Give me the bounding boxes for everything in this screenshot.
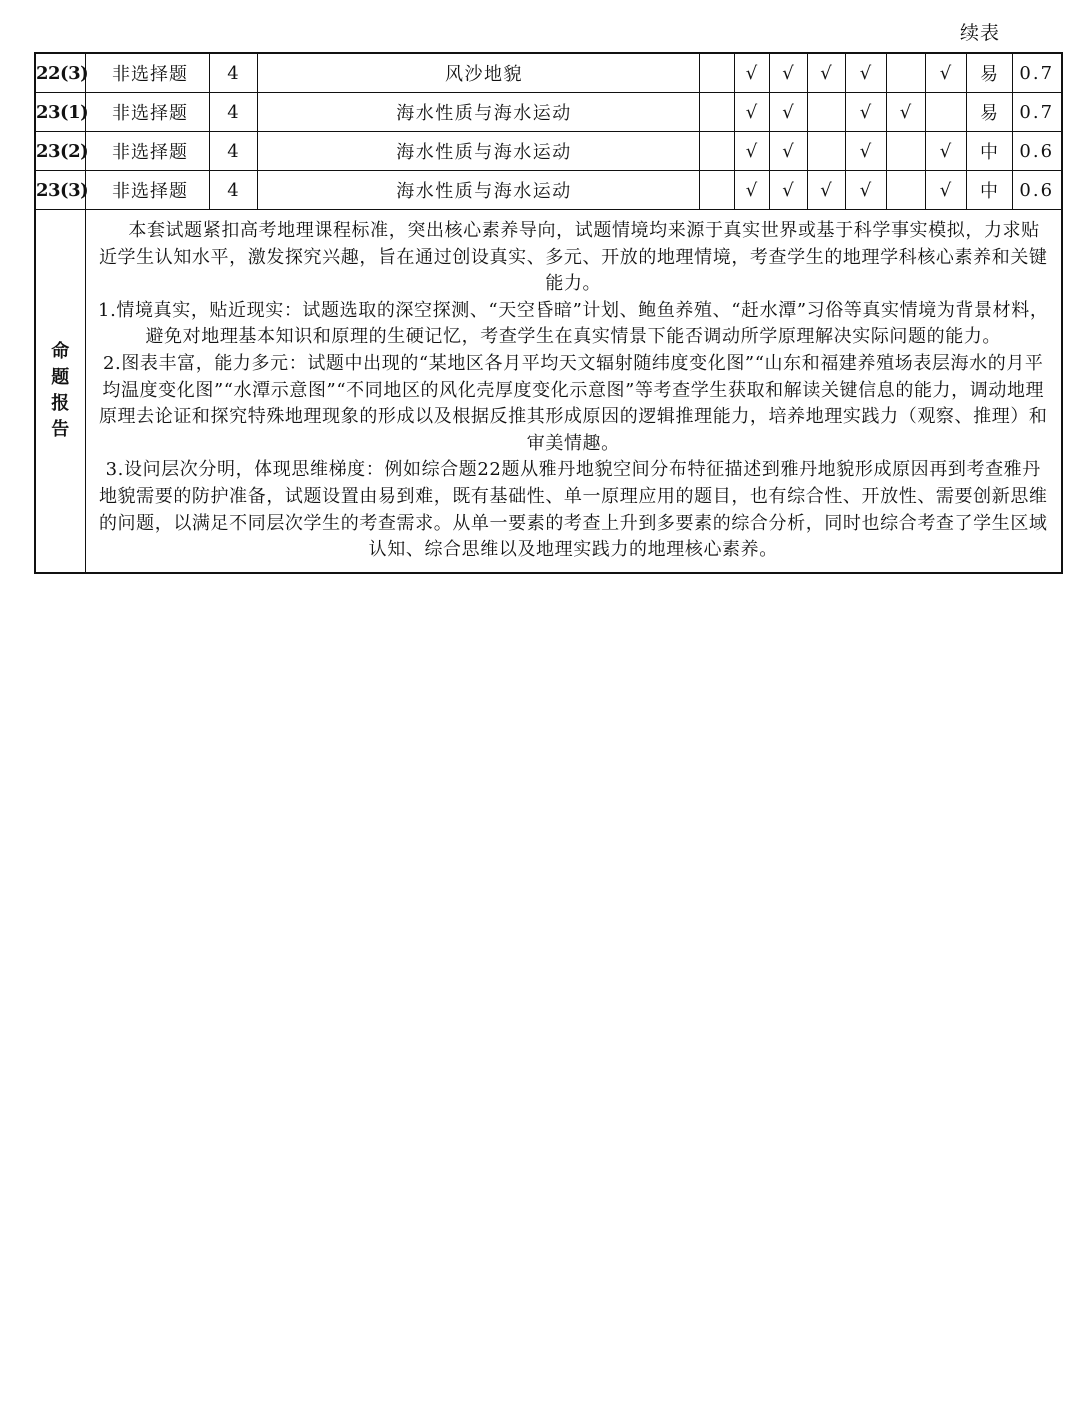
question-score: 4 [209,93,257,132]
check-cell: √ [769,93,807,132]
check-cell [886,171,925,210]
difficulty-ratio: 0.7 [1012,53,1062,93]
report-label [35,210,85,573]
report-label-char: 告 [51,418,70,440]
question-type: 非选择题 [85,93,209,132]
question-score: 4 [209,53,257,93]
check-cell: √ [845,53,886,93]
question-type: 非选择题 [85,132,209,171]
report-label-char: 报 [51,392,70,414]
report-label-char: 命 [51,340,70,362]
check-cell: √ [925,171,966,210]
question-type: 非选择题 [85,171,209,210]
check-cell: √ [845,171,886,210]
question-number: 23(2) [35,132,85,171]
difficulty: 中 [966,171,1012,210]
question-topic: 风沙地貌 [257,53,699,93]
check-cell: √ [925,132,966,171]
table-body [35,53,1062,210]
report-point-3: 3.设问层次分明，体现思维梯度：例如综合题22题从雅丹地貌空间分布特征描述到雅丹地貌形成原因再到考查雅丹地貌需要的防护准备，试题设置由易到难，既有基础性、单一原理应用的题目，也有综合性、开放性、需要创新思维的问题，以满足不同层次学生的考查需求。从单一要素的考查上升到多要素的综合分析，同时也综合考查了学生区域认知、综合思维以及地理实践力的地理核心素养。 [98,459,1048,561]
check-cell [807,93,845,132]
report-point-2: 2.图表丰富，能力多元：试题中出现的“某地区各月平均天文辐射随纬度变化图”“山东和福建养殖场表层海水的月平均温度变化图”“水潭示意图”“不同地区的风化壳厚度变化示意图”等考查学生获取和解读关键信息的能力，调动地理原理去论证和探究特殊地理现象的形成以及根据反推其形成原因的逻辑推理能力，培养地理实践力（观察、推理）和审美情趣。 [98,352,1048,454]
check-cell: √ [845,93,886,132]
check-cell: √ [807,53,845,93]
check-cell [925,93,966,132]
question-topic: 海水性质与海水运动 [257,93,699,132]
question-score: 4 [209,171,257,210]
difficulty: 易 [966,53,1012,93]
difficulty-ratio: 0.7 [1012,93,1062,132]
question-analysis-table [34,52,1063,574]
check-cell [807,132,845,171]
difficulty: 中 [966,132,1012,171]
check-cell: √ [845,132,886,171]
question-number: 23(3) [35,171,85,210]
report-row [35,210,1062,573]
table-row [35,171,1062,210]
difficulty: 易 [966,93,1012,132]
difficulty-ratio: 0.6 [1012,171,1062,210]
check-cell: √ [734,93,769,132]
check-cell [699,132,734,171]
check-cell: √ [734,132,769,171]
check-cell [886,132,925,171]
report-content [85,210,1062,573]
question-number: 22(3) [35,53,85,93]
check-cell [886,53,925,93]
check-cell [699,171,734,210]
check-cell: √ [769,132,807,171]
report-label-char: 题 [51,366,70,388]
check-cell: √ [886,93,925,132]
check-cell: √ [734,171,769,210]
report-point-1: 1.情境真实，贴近现实：试题选取的深空探测、“天空昏暗”计划、鲍鱼养殖、“赶水潭”习俗等真实情境为背景材料，避免对地理基本知识和原理的生硬记忆，考查学生在真实情景下能否调动所学原理解决实际问题的能力。 [98,299,1049,348]
question-topic: 海水性质与海水运动 [257,171,699,210]
check-cell: √ [734,53,769,93]
question-number: 23(1) [35,93,85,132]
continued-label: 续表 [960,22,1001,44]
question-type: 非选择题 [85,53,209,93]
question-topic: 海水性质与海水运动 [257,132,699,171]
difficulty-ratio: 0.6 [1012,132,1062,171]
check-cell [699,53,734,93]
check-cell: √ [769,53,807,93]
table-row [35,132,1062,171]
report-intro: 本套试题紧扣高考地理课程标准，突出核心素养导向，试题情境均来源于真实世界或基于科学事实模拟，力求贴近学生认知水平，激发探究兴趣，旨在通过创设真实、多元、开放的地理情境，考查学生的地理学科核心素养和关键能力。 [98,220,1048,295]
table-row [35,93,1062,132]
check-cell: √ [925,53,966,93]
check-cell [699,93,734,132]
check-cell: √ [807,171,845,210]
table-row [35,53,1062,93]
question-score: 4 [209,132,257,171]
check-cell: √ [769,171,807,210]
